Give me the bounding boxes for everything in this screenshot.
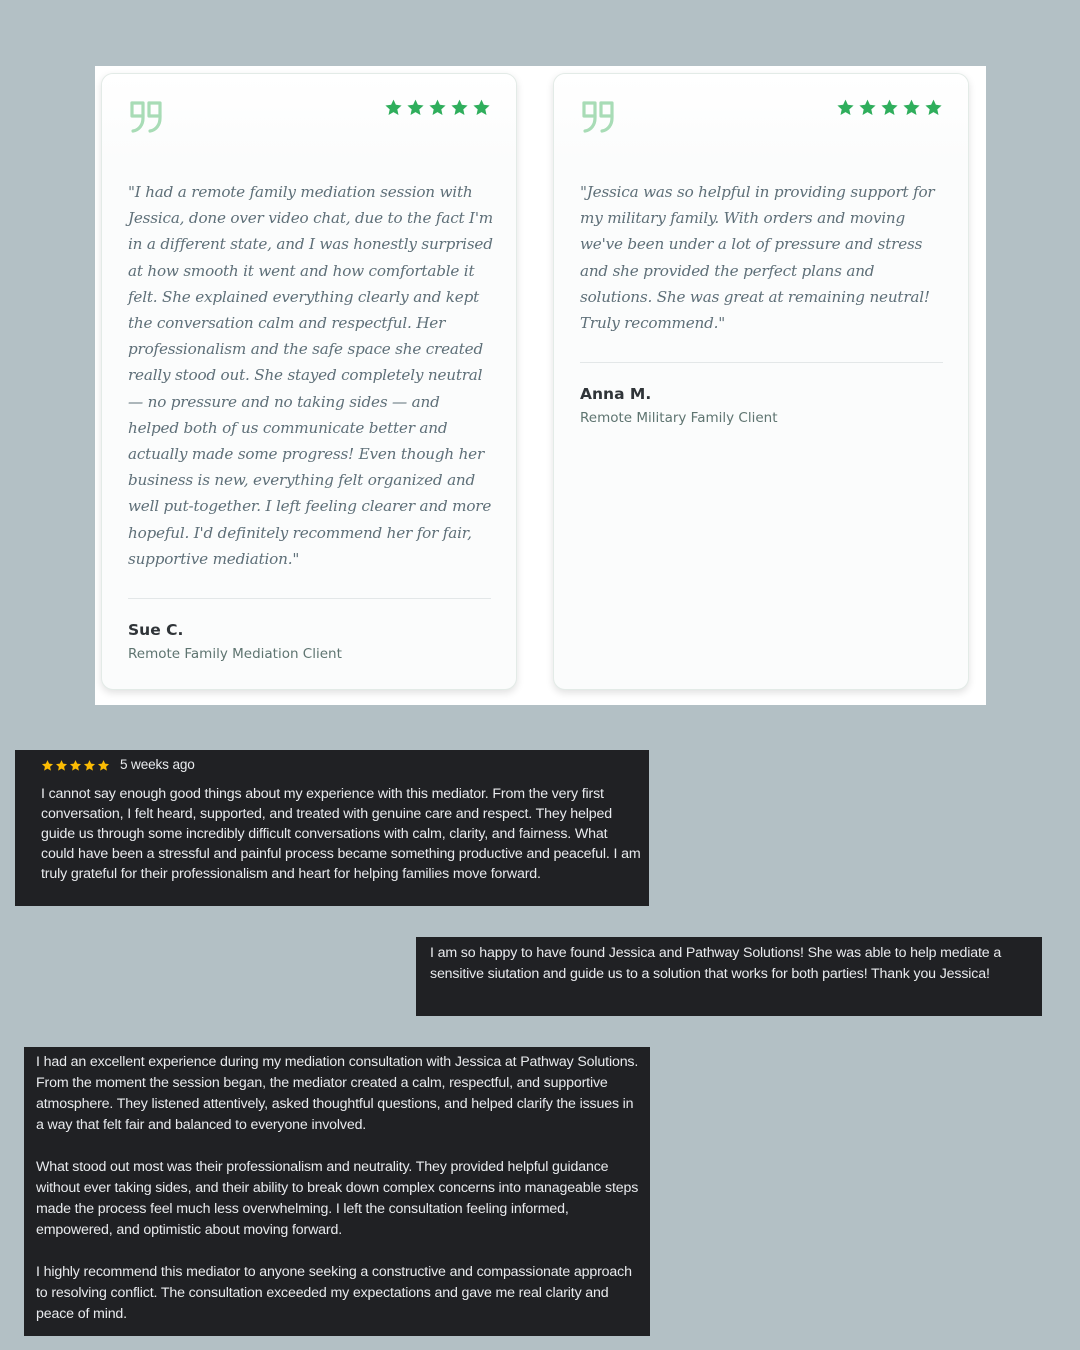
testimonial-quote: "I had a remote family mediation session with Jessica, done over video chat, due to the fact I'm in a different state, and I was honestly surprised at how smooth it went and how comfortable it felt. She explained everything clearly and kept the conversation calm and respectful. Her professionalism and the safe space she created really stood out. She stayed completely neutral — no pressure and no taking sides — and helped both of us communicate better and actually made some progress! Even though her business is new, everything felt organized and well put-together. I left feeling clearer and more hopeful. I'd definitely recommend her for fair, supportive mediation." [128, 183, 494, 568]
google-review [15, 750, 649, 906]
author-name: Sue C. [128, 621, 184, 639]
star-icon [836, 98, 855, 117]
star-icon [880, 98, 899, 117]
review-paragraph: I had an excellent experience during my mediation consultation with Jessica at Pathway Solutions. From the moment the session began, the mediator created a calm, respectful, and supportive atmosphere. They listened attentively, asked thoughtful questions, and helped clarify the issues in a way that felt fair and balanced to everyone involved. [36, 1054, 639, 1133]
testimonial-card [101, 73, 517, 690]
star-icon [69, 759, 82, 772]
star-icon [924, 98, 943, 117]
review-paragraph: What stood out most was their professionalism and neutrality. They provided helpful guidance without ever taking sides, and their ability to break down complex concerns into manageable steps made the process feel much less overwhelming. I left the consultation feeling informed, empowered, and optimistic about moving forward. [36, 1159, 639, 1238]
divider [128, 598, 491, 599]
divider [580, 362, 943, 363]
star-icon [472, 98, 491, 117]
star-icon [83, 759, 96, 772]
testimonial-quote: "Jessica was so helpful in providing support for my military family. With orders and moving we've been under a lot of pressure and stress and she provided the perfect plans and solutions. She was great at remaining neutral! Truly recommend." [580, 183, 935, 333]
star-rating [384, 98, 491, 117]
star-icon [902, 98, 921, 117]
star-icon [428, 98, 447, 117]
review-age: 5 weeks ago [120, 757, 195, 772]
review-text: I am so happy to have found Jessica and Pathway Solutions! She was able to help mediate a sensitive siutation and guide us to a solution that works for both parties! Thank you Jessica! [430, 945, 1002, 982]
testimonial-card [553, 73, 969, 690]
card-header [554, 74, 968, 162]
google-review [24, 1047, 650, 1336]
review-paragraph: I highly recommend this mediator to anyone seeking a constructive and compassionate approach to resolving conflict. The consultation exceeded my expectations and gave me real clarity and peace of mind. [36, 1264, 632, 1322]
star-icon [41, 759, 54, 772]
star-icon [450, 98, 469, 117]
star-icon [406, 98, 425, 117]
review-star-rating [41, 759, 110, 772]
testimonials-panel [95, 66, 986, 705]
author-role: Remote Military Family Client [580, 410, 778, 426]
star-icon [55, 759, 68, 772]
star-icon [97, 759, 110, 772]
quote-icon [581, 100, 615, 134]
review-meta [41, 755, 195, 775]
star-icon [858, 98, 877, 117]
card-header [102, 74, 516, 162]
star-icon [384, 98, 403, 117]
quote-icon [129, 100, 163, 134]
google-review [416, 937, 1042, 1016]
author-role: Remote Family Mediation Client [128, 646, 342, 662]
review-text: I cannot say enough good things about my experience with this mediator. From the very first conversation, I felt heard, supported, and treated with genuine care and respect. They helped guide us through some incredibly difficult conversations with calm, clarity, and fairness. What could have been a stressful and painful process became something productive and peaceful. I am truly grateful for their professionalism and heart for helping families move forward. [41, 786, 641, 882]
star-rating [836, 98, 943, 117]
author-name: Anna M. [580, 385, 652, 403]
